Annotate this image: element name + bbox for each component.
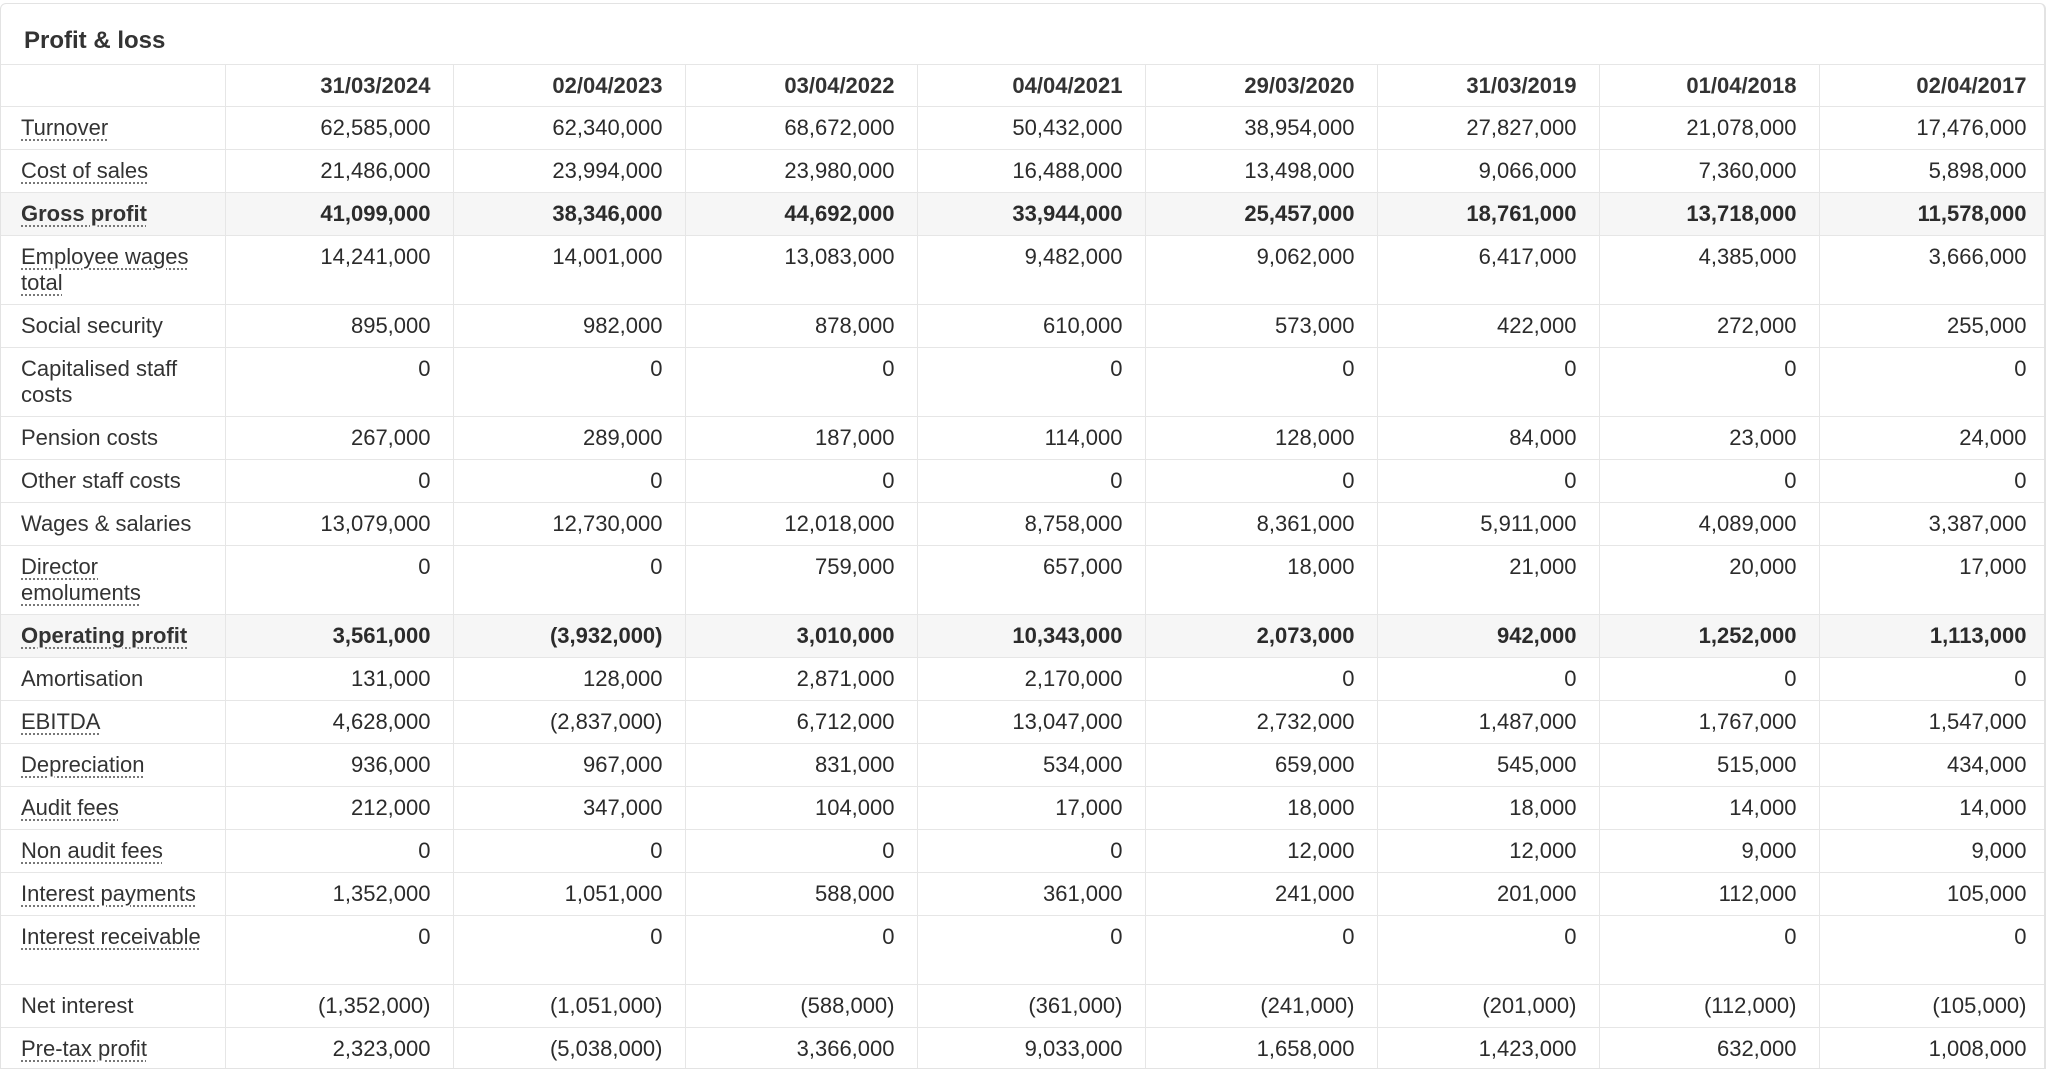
row-label: Wages & salaries [21,511,192,536]
table-row [1,1028,2046,1069]
value-cell: 62,340,000 [453,107,685,150]
value-cell: 0 [1819,658,2046,701]
value-cell: (201,000) [1377,985,1599,1028]
row-label[interactable]: Operating profit [21,623,188,648]
value-cell: 831,000 [685,744,917,787]
row-label-cell [1,107,225,150]
table-row [1,460,2046,503]
value-cell: 62,585,000 [225,107,453,150]
value-cell: 759,000 [685,546,917,615]
table-row [1,107,2046,150]
value-cell: 0 [685,830,917,873]
row-label: Capitalised staff costs [21,356,178,407]
value-cell: 9,000 [1599,830,1819,873]
row-label-cell [1,830,225,873]
value-cell: 13,079,000 [225,503,453,546]
value-cell: 10,343,000 [917,615,1145,658]
value-cell: 241,000 [1145,873,1377,916]
row-label-cell [1,348,225,417]
value-cell: (105,000) [1819,985,2046,1028]
value-cell: 0 [225,460,453,503]
value-cell: 895,000 [225,305,453,348]
period-header: 31/03/2024 [225,65,453,107]
value-cell: 878,000 [685,305,917,348]
row-label: Other staff costs [21,468,181,493]
row-label[interactable]: Gross profit [21,201,147,226]
value-cell: 0 [1145,460,1377,503]
row-label-cell [1,150,225,193]
table-row [1,150,2046,193]
value-cell: 0 [1377,658,1599,701]
value-cell: 0 [685,348,917,417]
row-label: Net interest [21,993,134,1018]
row-label-cell [1,787,225,830]
value-cell: 84,000 [1377,417,1599,460]
value-cell: 3,366,000 [685,1028,917,1069]
value-cell: 11,578,000 [1819,193,2046,236]
table-row [1,193,2046,236]
value-cell: 347,000 [453,787,685,830]
value-cell: 187,000 [685,417,917,460]
value-cell: 0 [1145,916,1377,985]
value-cell: 18,000 [1145,546,1377,615]
row-label[interactable]: Director emoluments [21,554,141,605]
value-cell: 361,000 [917,873,1145,916]
value-cell: 6,712,000 [685,701,917,744]
value-cell: (2,837,000) [453,701,685,744]
value-cell: 13,718,000 [1599,193,1819,236]
value-cell: (241,000) [1145,985,1377,1028]
value-cell: 14,241,000 [225,236,453,305]
value-cell: 4,089,000 [1599,503,1819,546]
value-cell: (1,051,000) [453,985,685,1028]
value-cell: 9,000 [1819,830,2046,873]
value-cell: 9,482,000 [917,236,1145,305]
header-row [1,65,2046,107]
value-cell: 4,385,000 [1599,236,1819,305]
value-cell: 0 [1599,916,1819,985]
value-cell: 27,827,000 [1377,107,1599,150]
value-cell: 12,018,000 [685,503,917,546]
value-cell: 212,000 [225,787,453,830]
row-label-cell [1,744,225,787]
period-header: 29/03/2020 [1145,65,1377,107]
row-label-cell [1,658,225,701]
value-cell: 3,561,000 [225,615,453,658]
value-cell: 1,658,000 [1145,1028,1377,1069]
table-row [1,830,2046,873]
value-cell: 0 [225,348,453,417]
value-cell: 982,000 [453,305,685,348]
value-cell: 0 [685,916,917,985]
value-cell: 0 [1599,658,1819,701]
value-cell: (112,000) [1599,985,1819,1028]
value-cell: 2,323,000 [225,1028,453,1069]
value-cell: 588,000 [685,873,917,916]
table-row [1,916,2046,985]
value-cell: 131,000 [225,658,453,701]
value-cell: 0 [1599,348,1819,417]
value-cell: (3,932,000) [453,615,685,658]
value-cell: 38,954,000 [1145,107,1377,150]
value-cell: 201,000 [1377,873,1599,916]
value-cell: 104,000 [685,787,917,830]
row-label-cell [1,236,225,305]
table-row [1,744,2046,787]
row-label[interactable]: Pre-tax profit [21,1036,147,1061]
value-cell: 24,000 [1819,417,2046,460]
row-label: Pension costs [21,425,158,450]
value-cell: 0 [225,916,453,985]
value-cell: 21,000 [1377,546,1599,615]
value-cell: 13,083,000 [685,236,917,305]
value-cell: 12,000 [1145,830,1377,873]
value-cell: 1,352,000 [225,873,453,916]
value-cell: 1,051,000 [453,873,685,916]
value-cell: 1,767,000 [1599,701,1819,744]
row-label[interactable]: Non audit fees [21,838,163,863]
row-label[interactable]: EBITDA [21,709,101,734]
table-row [1,348,2046,417]
value-cell: 23,000 [1599,417,1819,460]
value-cell: 2,073,000 [1145,615,1377,658]
value-cell: 255,000 [1819,305,2046,348]
value-cell: 8,361,000 [1145,503,1377,546]
value-cell: 1,423,000 [1377,1028,1599,1069]
value-cell: 128,000 [1145,417,1377,460]
row-label-cell [1,305,225,348]
value-cell: 50,432,000 [917,107,1145,150]
value-cell: 534,000 [917,744,1145,787]
value-cell: 0 [1819,916,2046,985]
value-cell: 114,000 [917,417,1145,460]
table-row [1,615,2046,658]
period-header: 31/03/2019 [1377,65,1599,107]
value-cell: 573,000 [1145,305,1377,348]
value-cell: 610,000 [917,305,1145,348]
value-cell: 0 [1599,460,1819,503]
row-label[interactable]: Depreciation [21,752,145,777]
row-label[interactable]: Audit fees [21,795,119,820]
value-cell: 14,000 [1819,787,2046,830]
value-cell: 3,010,000 [685,615,917,658]
table-row [1,701,2046,744]
value-cell: 6,417,000 [1377,236,1599,305]
value-cell: 18,000 [1145,787,1377,830]
value-cell: 2,871,000 [685,658,917,701]
value-cell: 657,000 [917,546,1145,615]
value-cell: 0 [685,460,917,503]
value-cell: 68,672,000 [685,107,917,150]
row-label-cell [1,503,225,546]
period-header: 02/04/2017 [1819,65,2046,107]
value-cell: 659,000 [1145,744,1377,787]
value-cell: 1,113,000 [1819,615,2046,658]
value-cell: 3,387,000 [1819,503,2046,546]
table-row [1,417,2046,460]
value-cell: 1,008,000 [1819,1028,2046,1069]
row-label[interactable]: Interest payments [21,881,196,906]
value-cell: 1,547,000 [1819,701,2046,744]
value-cell: 25,457,000 [1145,193,1377,236]
value-cell: 16,488,000 [917,150,1145,193]
table-row [1,787,2046,830]
value-cell: 0 [1377,348,1599,417]
value-cell: 128,000 [453,658,685,701]
value-cell: 14,001,000 [453,236,685,305]
value-cell: 422,000 [1377,305,1599,348]
value-cell: (588,000) [685,985,917,1028]
value-cell: 1,487,000 [1377,701,1599,744]
row-label[interactable]: Turnover [21,115,109,140]
table-row [1,305,2046,348]
value-cell: 0 [917,830,1145,873]
value-cell: (5,038,000) [453,1028,685,1069]
value-cell: 942,000 [1377,615,1599,658]
value-cell: (1,352,000) [225,985,453,1028]
row-label[interactable]: Interest receivable [21,924,201,949]
value-cell: 4,628,000 [225,701,453,744]
table-row [1,546,2046,615]
row-label-cell [1,417,225,460]
value-cell: 434,000 [1819,744,2046,787]
value-cell: 0 [453,460,685,503]
value-cell: 0 [453,348,685,417]
value-cell: 545,000 [1377,744,1599,787]
row-label: Social security [21,313,163,338]
period-header: 04/04/2021 [917,65,1145,107]
value-cell: 289,000 [453,417,685,460]
value-cell: 0 [1377,916,1599,985]
value-cell: (361,000) [917,985,1145,1028]
value-cell: 967,000 [453,744,685,787]
period-header: 01/04/2018 [1599,65,1819,107]
value-cell: 17,476,000 [1819,107,2046,150]
value-cell: 44,692,000 [685,193,917,236]
row-label-cell [1,985,225,1028]
value-cell: 0 [917,460,1145,503]
value-cell: 272,000 [1599,305,1819,348]
value-cell: 3,666,000 [1819,236,2046,305]
value-cell: 38,346,000 [453,193,685,236]
value-cell: 18,761,000 [1377,193,1599,236]
value-cell: 8,758,000 [917,503,1145,546]
value-cell: 23,994,000 [453,150,685,193]
value-cell: 0 [917,348,1145,417]
value-cell: 5,898,000 [1819,150,2046,193]
value-cell: 267,000 [225,417,453,460]
value-cell: 0 [1819,348,2046,417]
value-cell: 21,486,000 [225,150,453,193]
value-cell: 0 [1145,348,1377,417]
value-cell: 2,170,000 [917,658,1145,701]
period-header: 03/04/2022 [685,65,917,107]
value-cell: 0 [917,916,1145,985]
value-cell: 13,047,000 [917,701,1145,744]
value-cell: 12,730,000 [453,503,685,546]
period-header: 02/04/2023 [453,65,685,107]
value-cell: 2,732,000 [1145,701,1377,744]
value-cell: 0 [453,546,685,615]
row-label-cell [1,1028,225,1069]
value-cell: 0 [1377,460,1599,503]
value-cell: 0 [453,830,685,873]
value-cell: 33,944,000 [917,193,1145,236]
row-label[interactable]: Employee wages total [21,244,189,295]
row-label-cell [1,873,225,916]
value-cell: 12,000 [1377,830,1599,873]
table-row [1,873,2046,916]
profit-loss-table [1,64,2046,1069]
row-label-cell [1,193,225,236]
row-label-cell [1,916,225,985]
value-cell: 13,498,000 [1145,150,1377,193]
value-cell: 41,099,000 [225,193,453,236]
value-cell: 17,000 [917,787,1145,830]
value-cell: 0 [1145,658,1377,701]
value-cell: 23,980,000 [685,150,917,193]
value-cell: 632,000 [1599,1028,1819,1069]
value-cell: 515,000 [1599,744,1819,787]
table-row [1,236,2046,305]
profit-loss-panel [0,3,2046,1069]
row-label-cell [1,546,225,615]
value-cell: 18,000 [1377,787,1599,830]
table-row [1,503,2046,546]
row-label-cell [1,460,225,503]
value-cell: 21,078,000 [1599,107,1819,150]
value-cell: 105,000 [1819,873,2046,916]
header-corner-cell [1,65,225,107]
value-cell: 936,000 [225,744,453,787]
row-label: Amortisation [21,666,144,691]
value-cell: 112,000 [1599,873,1819,916]
row-label-cell [1,615,225,658]
value-cell: 9,033,000 [917,1028,1145,1069]
row-label[interactable]: Cost of sales [21,158,149,183]
value-cell: 1,252,000 [1599,615,1819,658]
table-row [1,985,2046,1028]
value-cell: 20,000 [1599,546,1819,615]
table-row [1,658,2046,701]
value-cell: 14,000 [1599,787,1819,830]
value-cell: 9,062,000 [1145,236,1377,305]
value-cell: 9,066,000 [1377,150,1599,193]
row-label-cell [1,701,225,744]
value-cell: 0 [453,916,685,985]
value-cell: 0 [1819,460,2046,503]
value-cell: 0 [225,546,453,615]
panel-title: Profit & loss [24,27,166,54]
value-cell: 0 [225,830,453,873]
value-cell: 5,911,000 [1377,503,1599,546]
value-cell: 7,360,000 [1599,150,1819,193]
value-cell: 17,000 [1819,546,2046,615]
